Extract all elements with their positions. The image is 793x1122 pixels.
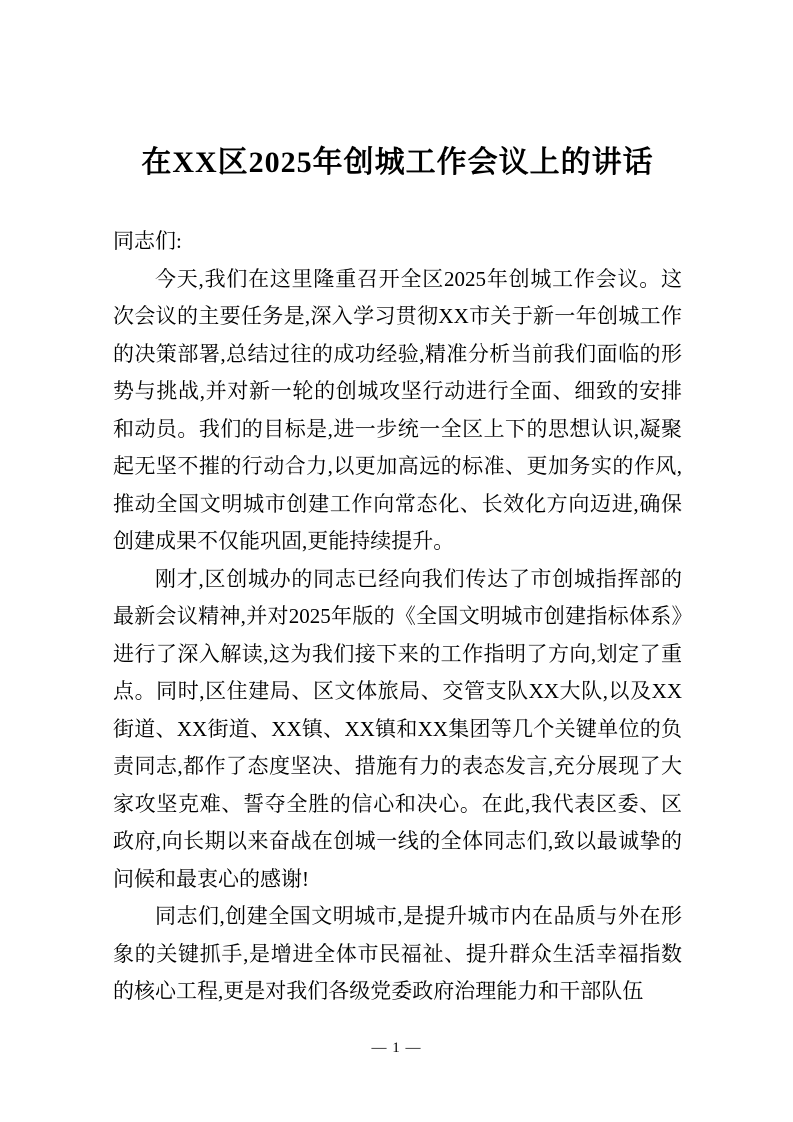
document-title: 在XX区2025年创城工作会议上的讲话	[141, 146, 654, 179]
body-paragraph: 刚才,区创城办的同志已经向我们传达了市创城指挥部的最新会议精神,并对2025年版的《全国文明城市创建指标体系》进行了深入解读,这为我们接下来的工作指明了方向,划定了重点。同时,区住建局、区文体旅局、交管支队XX大队,以及XX街道、XX街道、XX镇、XX镇和XX集团等几个关键单位的负责同志,都作了态度坚决、措施有力的表态发言,充分展现了大家攻坚克难、誓夺全胜的信心和决心。在此,我代表区委、区政府,向长期以来奋战在创城一线的全体同志们,致以最诚挚的问候和最衷心的感谢!	[113, 566, 682, 891]
body-paragraph: 同志们,创建全国文明城市,是提升城市内在品质与外在形象的关键抓手,是增进全体市民福祉、提升群众生活幸福指数的核心工程,更是对我们各级党委政府治理能力和干部队伍	[113, 904, 682, 1003]
document-body	[113, 223, 682, 1011]
body-paragraph: 今天,我们在这里隆重召开全区2025年创城工作会议。这次会议的主要任务是,深入学习贯彻XX市关于新一年创城工作的决策部署,总结过往的成功经验,精准分析当前我们面临的形势与挑战,并对新一轮的创城攻坚行动进行全面、细致的安排和动员。我们的目标是,进一步统一全区上下的思想认识,凝聚起无坚不摧的行动合力,以更加高远的标准、更加务实的作风,推动全国文明城市创建工作向常态化、长效化方向迈进,确保创建成果不仅能巩固,更能持续提升。	[113, 266, 682, 553]
document-content	[113, 0, 682, 1011]
page-number: — 1 —	[371, 1040, 422, 1056]
salutation-line: 同志们:	[113, 229, 182, 253]
